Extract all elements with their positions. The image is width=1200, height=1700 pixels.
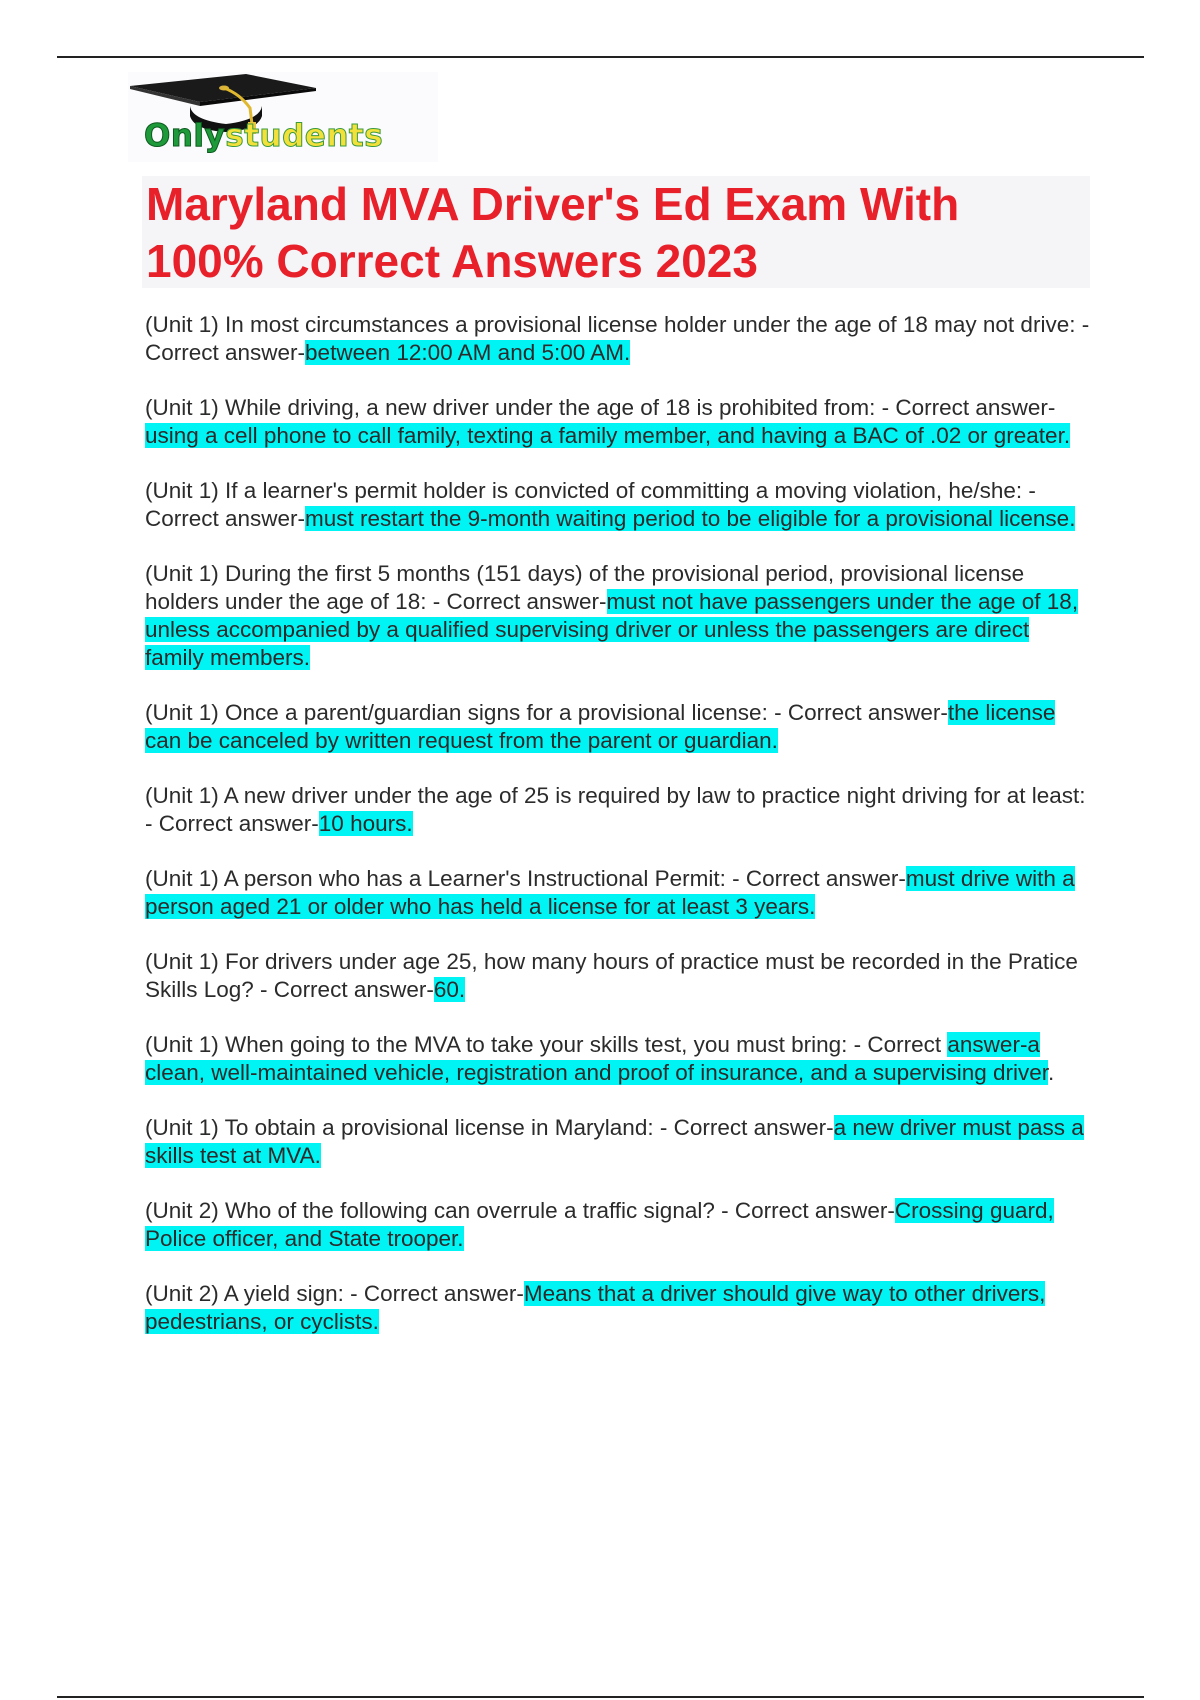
qa-item	[145, 394, 1090, 450]
question-text: (Unit 1) Once a parent/guardian signs for a provisional license: - Correct answer-	[145, 700, 948, 725]
question-text: (Unit 1) To obtain a provisional license in Maryland: - Correct answer-	[145, 1115, 834, 1140]
qa-item	[145, 477, 1090, 533]
answer-suffix: .	[1048, 1060, 1055, 1085]
highlighted-answer: must not have passengers under the age of 18, unless accompanied by a qualified supervising driver or unless the passengers are direct family members.	[145, 589, 1079, 670]
qa-item	[145, 1197, 1090, 1253]
highlighted-answer: Means that a driver should give way to other drivers, pedestrians, or cyclists.	[145, 1281, 1046, 1334]
highlighted-answer: must restart the 9-month waiting period to be eligible for a provisional license.	[305, 506, 1076, 531]
qa-item	[145, 1114, 1090, 1170]
title-banner	[142, 176, 1090, 288]
highlighted-answer: using a cell phone to call family, texting a family member, and having a BAC of .02 or greater.	[145, 423, 1071, 448]
logo-text-students: students	[225, 118, 384, 154]
qa-item	[145, 699, 1090, 755]
highlighted-answer: Crossing guard, Police officer, and State trooper.	[145, 1198, 1054, 1251]
highlighted-answer: 10 hours.	[318, 811, 413, 836]
qa-item	[145, 560, 1090, 672]
top-rule	[57, 56, 1144, 58]
highlighted-answer: a new driver must pass a skills test at MVA.	[145, 1115, 1084, 1168]
document-title: Maryland MVA Driver's Ed Exam With 100% Correct Answers 2023	[146, 178, 960, 287]
qa-item	[145, 1031, 1090, 1087]
question-text: (Unit 1) If a learner's permit holder is convicted of committing a moving violation, he/she: - Correct answer-	[145, 478, 1036, 531]
question-text: (Unit 1) In most circumstances a provisional license holder under the age of 18 may not drive: - Correct answer-	[145, 312, 1090, 365]
question-text: (Unit 1) A new driver under the age of 25 is required by law to practice night driving for at least: - Correct answer-	[145, 783, 1086, 836]
question-text: (Unit 1) While driving, a new driver under the age of 18 is prohibited from: - Correct answer-	[145, 395, 1056, 420]
question-text: (Unit 2) Who of the following can overrule a traffic signal? - Correct answer-	[145, 1198, 895, 1223]
highlighted-answer: the license can be canceled by written request from the parent or guardian.	[145, 700, 1056, 753]
highlighted-answer: between 12:00 AM and 5:00 AM.	[305, 340, 631, 365]
highlighted-answer: must drive with a person aged 21 or older who has held a license for at least 3 years.	[145, 866, 1075, 919]
question-text: (Unit 2) A yield sign: - Correct answer-	[145, 1281, 524, 1306]
highlighted-answer: 60.	[433, 977, 466, 1002]
qa-item	[145, 311, 1090, 367]
question-text: (Unit 1) For drivers under age 25, how many hours of practice must be recorded in the Pratice Skills Log? - Correct answer-	[145, 949, 1078, 1002]
highlighted-answer: answer-a clean, well-maintained vehicle, registration and proof of insurance, and a supervising driver	[145, 1032, 1048, 1085]
logo-text-only: Only	[144, 118, 226, 154]
question-text: (Unit 1) A person who has a Learner's Instructional Permit: - Correct answer-	[145, 866, 906, 891]
qa-item	[145, 1280, 1090, 1336]
question-text: (Unit 1) During the first 5 months (151 days) of the provisional period, provisional license holders under the age of 18: - Correct answer-	[145, 561, 1025, 614]
bottom-rule	[57, 1696, 1144, 1698]
qa-list	[145, 311, 1090, 1363]
qa-item	[145, 782, 1090, 838]
site-logo	[128, 72, 438, 162]
qa-item	[145, 865, 1090, 921]
qa-item	[145, 948, 1090, 1004]
question-text: (Unit 1) When going to the MVA to take your skills test, you must bring: - Correct	[145, 1032, 948, 1057]
logo-wordmark	[144, 118, 383, 154]
